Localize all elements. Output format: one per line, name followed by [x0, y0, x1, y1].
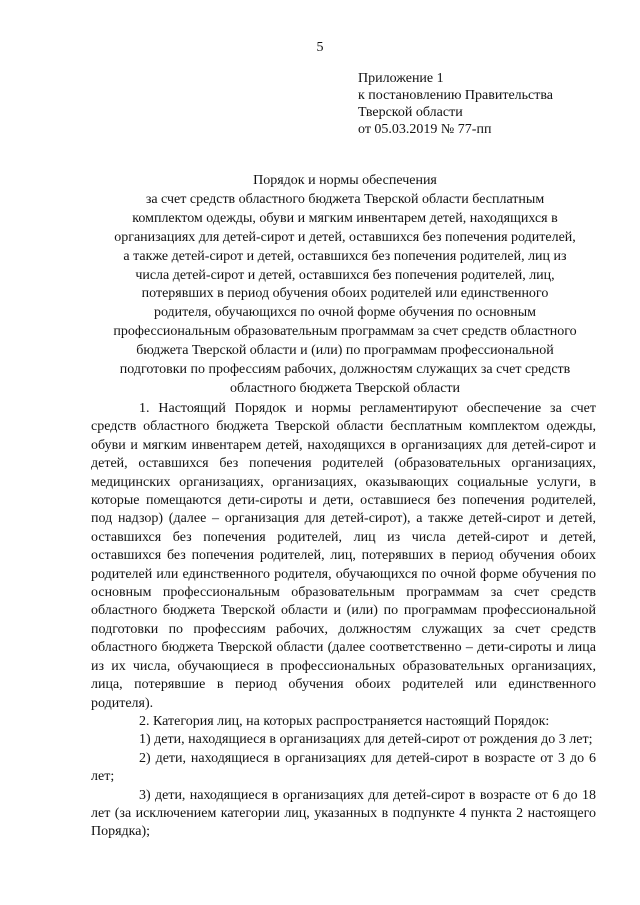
document-body: [91, 400, 596, 842]
title-line: родителя, обучающихся по очной форме обучения по основным: [153, 305, 537, 321]
title-line: бюджета Тверской области и (или) по программам профессиональной: [136, 343, 554, 359]
title-line: за счет средств областного бюджета Тверской области бесплатным: [145, 191, 545, 207]
list-item-2: 2) дети, находящиеся в организациях для детей-сирот в возрасте от 3 до 6 лет;: [91, 750, 596, 785]
title-line: областного бюджета Тверской области: [229, 380, 461, 396]
title-line: организациях для детей-сирот и детей, оставшихся без попечения родителей,: [114, 229, 576, 245]
appendix-line: Тверской области: [358, 105, 463, 120]
title-line: подготовки по профессиям рабочих, должностям служащих за счет средств: [119, 362, 571, 378]
appendix-line: от 05.03.2019 № 77-пп: [358, 122, 492, 137]
title-line: комплектом одежды, обуви и мягким инвентарем детей, находящихся в: [132, 210, 558, 226]
list-item-1: 1) дети, находящиеся в организациях для детей-сирот от рождения до 3 лет;: [139, 732, 593, 748]
title-heading: Порядок и нормы обеспечения: [253, 173, 437, 188]
paragraph-1: 1. Настоящий Порядок и нормы регламентируют обеспечение за счет средств областного бюджета Тверской области бесплатным комплектом одежды, обуви и мягким инвентарем детей, находящихся в организациях для детей-сирот и детей, оставшихся без попечения родителей (образовательных организациях, медицинских организациях, организациях, оказывающих социальные услуги, в которые помещаются дети-сироты и дети, оставшиеся без попечения родителей, под надзор) (далее – организация для детей-сирот), а также детей-сирот и детей, оставшихся без попечения родителей, лиц из числа детей-сирот и детей, оставшихся без попечения родителей, лиц, потерявших в период обучения обоих родителей или единственного родителя, обучающихся по очной форме обучения по основным профессиональным образовательным программам за счет средств областного бюджета Тверской области и (или) по программам профессиональной подготовки по профессиям рабочих, должностям служащих за счет средств областного бюджета Тверской области (далее соответственно – дети-сироты и лица из их числа, обучающиеся в профессиональных образовательных организациях, лица, потерявшие в период обучения обоих родителей или единственного родителя).: [91, 401, 596, 711]
title-line: а также детей-сирот и детей, оставшихся без попечения родителей, лиц из: [123, 248, 567, 264]
appendix-line: к постановлению Правительства: [358, 88, 554, 103]
title-line: потерявших в период обучения обоих родителей или единственного: [141, 286, 549, 302]
page-number: 5: [316, 40, 324, 55]
paragraph-2: 2. Категория лиц, на которых распространяется настоящий Порядок:: [139, 713, 550, 729]
appendix-block: [358, 70, 618, 138]
appendix-line: Приложение 1: [358, 71, 444, 86]
title-line: числа детей-сирот и детей, оставшихся без попечения родителей, лиц,: [135, 267, 555, 283]
title-line: профессиональным образовательным программам за счет средств областного: [113, 324, 577, 340]
document-title: [100, 172, 590, 399]
list-item-3: 3) дети, находящиеся в организациях для детей-сирот в возрасте от 6 до 18 лет (за исключением категории лиц, указанных в подпункте 4 пункта 2 настоящего Порядка);: [91, 787, 596, 840]
